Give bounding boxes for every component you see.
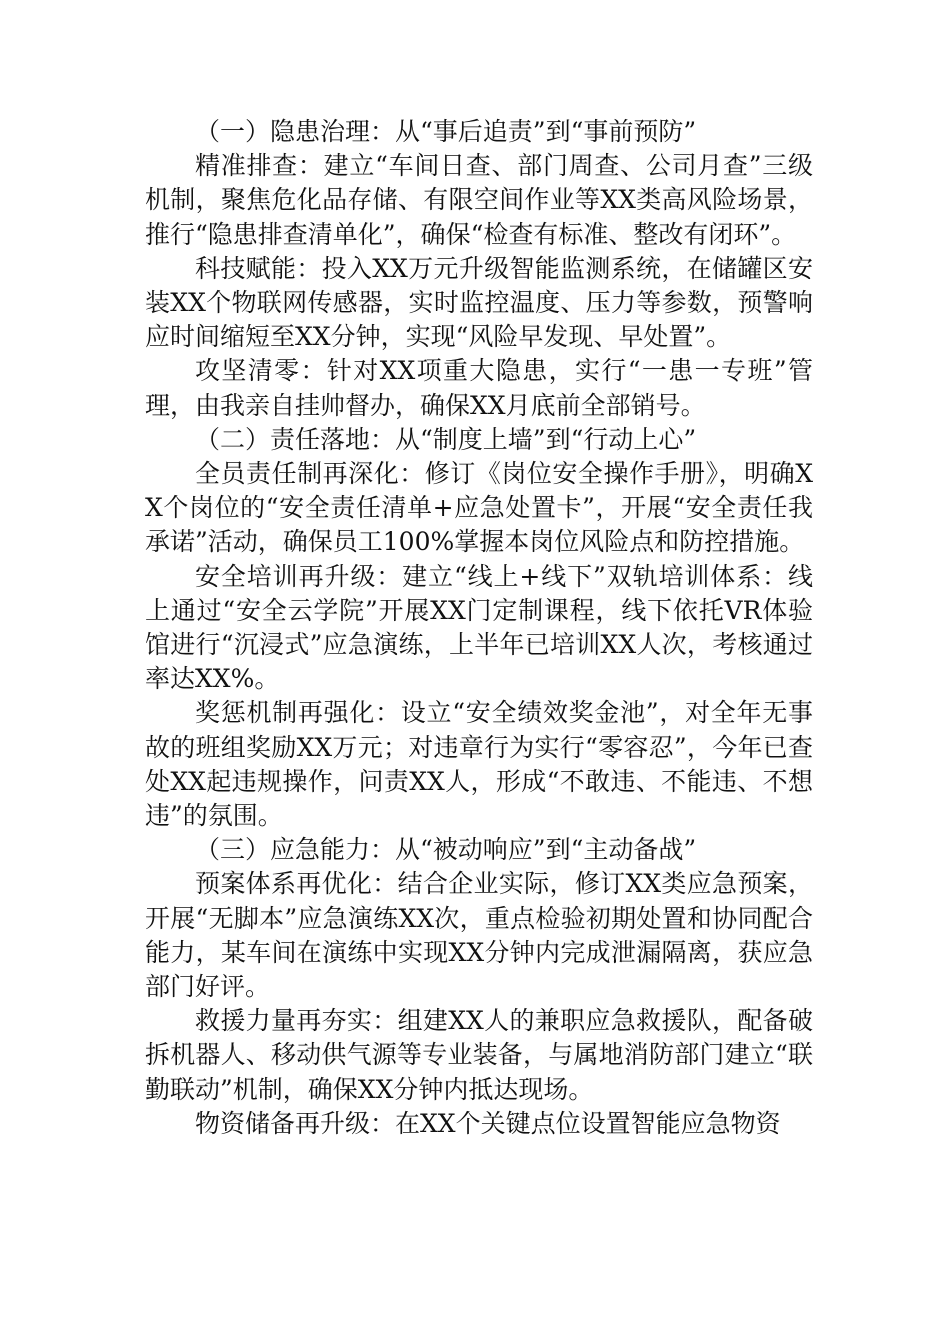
section-heading-2: （二）责任落地：从“制度上墙”到“行动上心”: [195, 424, 697, 454]
paragraph-responsibility-system: 全员责任制再深化：修订《岗位安全操作手册》，明确XX个岗位的“安全责任清单+应急处置卡”，开展“安全责任我承诺”活动，确保员工100%掌握本岗位风险点和防控措施。: [145, 459, 813, 557]
paragraph-tech-empowerment: 科技赋能：投入XX万元升级智能监测系统，在储罐区安装XX个物联网传感器，实时监控温度、压力等参数，预警响应时间缩短至XX分钟，实现“风险早发现、早处置”。: [145, 253, 813, 352]
paragraph-hazard-clearing: 攻坚清零：针对XX项重大隐患，实行“一患一专班”管理，由我亲自挂帅督办，确保XX月底前全部销号。: [145, 356, 813, 420]
paragraph-material-reserves: 物资储备再升级：在XX个关键点位设置智能应急物资: [195, 1108, 781, 1138]
paragraph-safety-training: 安全培训再升级：建立“线上+线下”双轨培训体系：线上通过“安全云学院”开展XX门定制课程，线下依托VR体验馆进行“沉浸式”应急演练，上半年已培训XX人次，考核通过率达XX%。: [145, 561, 813, 694]
paragraph-rescue-forces: 救援力量再夯实：组建XX人的兼职应急救援队，配备破拆机器人、移动供气源等专业装备，与属地消防部门建立“联勤联动”机制，确保XX分钟内抵达现场。: [145, 1006, 813, 1104]
paragraph-emergency-plans: 预案体系再优化：结合企业实际，修订XX类应急预案，开展“无脚本”应急演练XX次，重点检验初期处置和协同配合能力，某车间在演练中实现XX分钟内完成泄漏隔离，获应急部门好评。: [145, 869, 813, 1002]
paragraph-rewards-penalties: 奖惩机制再强化：设立“安全绩效奖金池”，对全年无事故的班组奖励XX万元；对违章行为实行“零容忍”，今年已查处XX起违规操作，问责XX人，形成“不敢违、不能违、不想违”的氛围。: [145, 698, 813, 831]
section-heading-3: （三）应急能力：从“被动响应”到“主动备战”: [195, 835, 697, 865]
section-heading-1: （一）隐患治理：从“事后追责”到“事前预防”: [195, 117, 697, 146]
paragraph-precise-inspection: 精准排查：建立“车间日查、部门周查、公司月查”三级机制，聚焦危化品存储、有限空间作业等XX类高风险场景，推行“隐患排查清单化”，确保“检查有标准、整改有闭环”。: [145, 151, 813, 249]
document-body: [145, 115, 813, 1141]
